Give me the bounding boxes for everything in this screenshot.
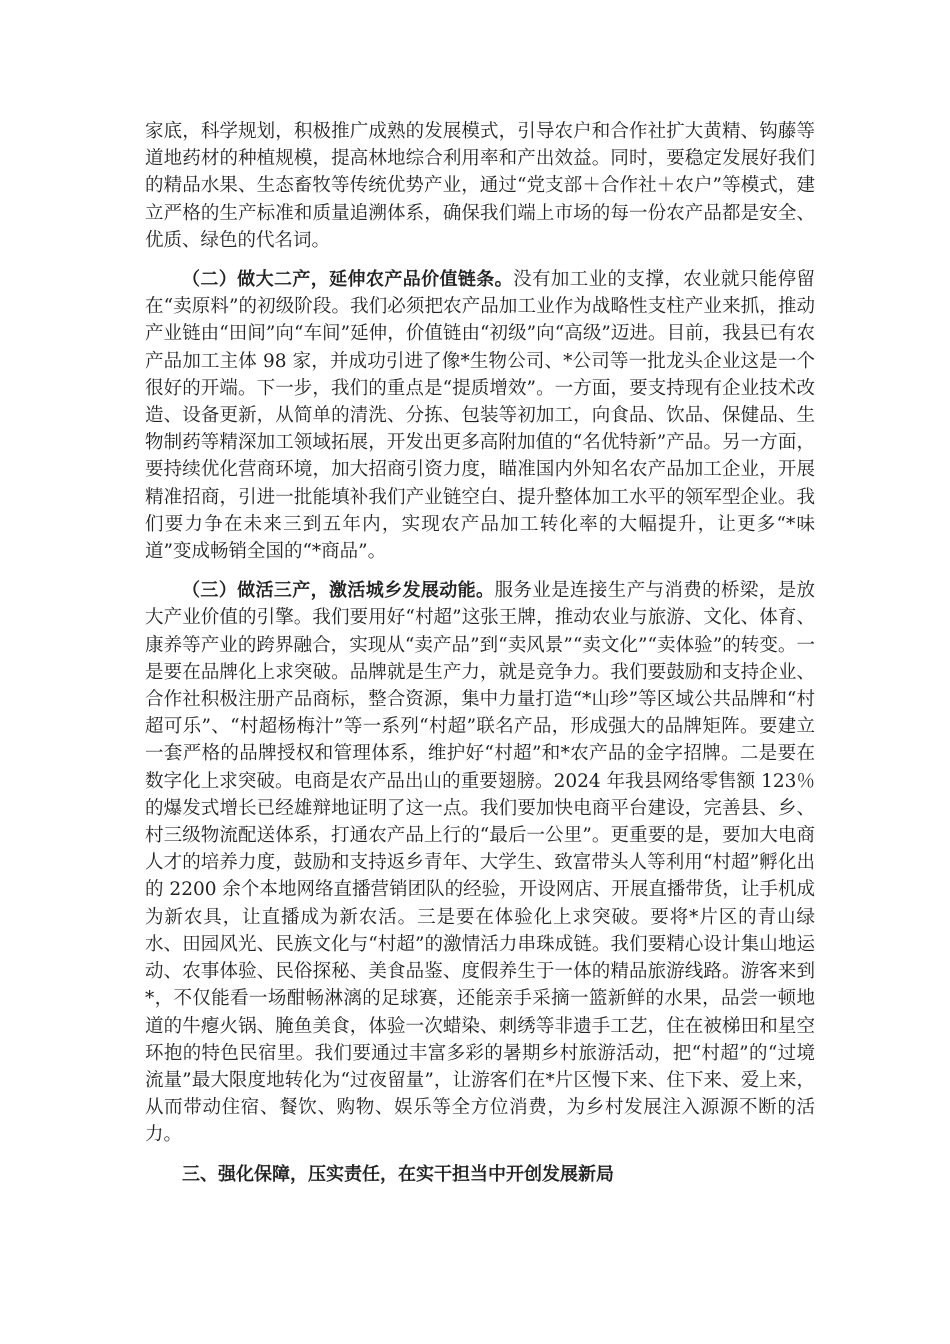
paragraph-gap [145, 1149, 815, 1161]
paragraph-tertiary-industry [145, 577, 815, 1148]
paragraph-continuation: 家底，科学规划，积极推广成熟的发展模式，引导农户和合作社扩大黄精、钩藤等道地药材的种植规模，提高林地综合利用率和产出效益。同时，要稳定发展好我们的精品水果、生态畜牧等传统优势产业，通过“党支部＋合作社＋农户”等模式，建立严格的生产标准和质量追溯体系，确保我们端上市场的每一份农产品都是安全、优质、绿色的代名词。 [145, 121, 815, 251]
paragraph-gap [145, 254, 815, 266]
paragraph-body: 没有加工业的支撑，农业就只能停留在“卖原料”的初级阶段。我们必须把农产品加工业作为战略性支柱产业来抓，推动产业链由“田间”向“车间”延伸，价值链由“初级”向“高级”迈进。目前，我县已有农产品加工主体 98 家，并成功引进了像*生物公司、*公司等一批龙头企业这是一个很好的开端。下一步，我们的重点是“提质增效”。一方面，要支持现有企业技术改造、设备更新，从简单的清洗、分拣、包装等初加工，向食品、饮品、保健品、生物制药等精深加工领域拓展，开发出更多高附加值的“名优特新”产品。另一方面，要持续优化营商环境，加大招商引资力度，瞄准国内外知名农产品加工企业，开展精准招商，引进一批能填补我们产业链空白、提升整体加工水平的领军型企业。我们要力争在未来三到五年内，实现农产品加工转化率的大幅提升，让更多“*味道”变成畅销全国的“*商品”。 [145, 269, 815, 563]
section-heading: 三、强化保障，压实责任，在实干担当中开创发展新局 [182, 1163, 614, 1185]
paragraph-lead-heading: （三）做活三产，激活城乡发展动能。 [182, 580, 495, 602]
document-page [145, 118, 815, 1188]
paragraph-body: 服务业是连接生产与消费的桥梁，是放大产业价值的引擎。我们要用好“村超”这张王牌，推动农业与旅游、文化、体育、康养等产业的跨界融合，实现从“卖产品”到“卖风景”“卖文化”“卖体验”的转变。一是要在品牌化上求突破。品牌就是生产力，就是竞争力。我们要鼓励和支持企业、合作社积极注册产品商标，整合资源，集中力量打造“*山珍”等区域公共品牌和“村超可乐”、“村超杨梅汁”等一系列“村超”联名产品，形成强大的品牌矩阵。要建立一套严格的品牌授权和管理体系，维护好“村超”和*农产品的金字招牌。二是要在数字化上求突破。电商是农产品出山的重要翅膀。2024 年我县网络零售额 123％的爆发式增长已经雄辩地证明了这一点。我们要加快电商平台建设，完善县、乡、村三级物流配送体系，打通农产品上行的“最后一公里”。更重要的是，要加大电商人才的培养力度，鼓励和支持返乡青年、大学生、致富带头人等利用“村超”孵化出的 2200 余个本地网络直播营销团队的经验，开设网店、开展直播带货，让手机成为新农具，让直播成为新农活。三是要在体验化上求突破。要将*片区的青山绿水、田园风光、民族文化与“村超”的激情活力串珠成链。我们要精心设计集山地运动、农事体验、民俗探秘、美食品鉴、度假养生于一体的精品旅游线路。游客来到*，不仅能看一场酣畅淋漓的足球赛，还能亲手采摘一篮新鲜的水果，品尝一顿地道的牛瘪火锅、腌鱼美食，体验一次蜡染、刺绣等非遗手工艺，住在被梯田和星空环抱的特色民宿里。我们要通过丰富多彩的暑期乡村旅游活动，把“村超”的“过境流量”最大限度地转化为“过夜留量”，让游客们在*片区慢下来、住下来、爱上来，从而带动住宿、餐饮、购物、娱乐等全方位消费，为乡村发展注入源源不断的活力。 [145, 580, 815, 1146]
paragraph-secondary-industry [145, 266, 815, 565]
paragraph-gap [145, 565, 815, 577]
paragraph-lead-heading: （二）做大二产，延伸农产品价值链条。 [182, 269, 514, 291]
